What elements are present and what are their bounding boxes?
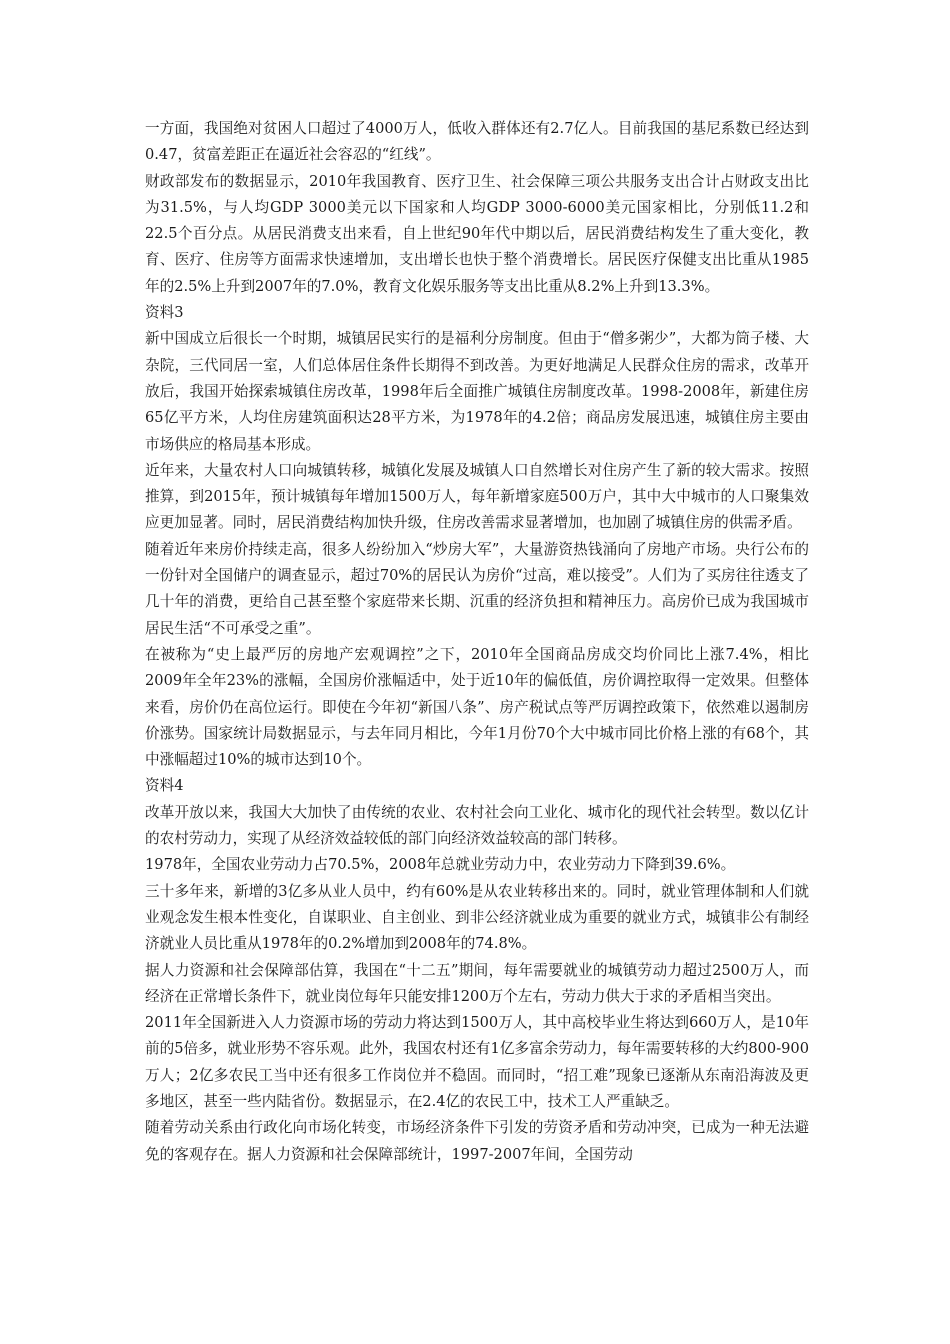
paragraph-macro-control: 在被称为“史上最严厉的房地产宏观调控”之下，2010年全国商品房成交均价同比上涨7.4%，相比2009年全年23%的涨幅，全国房价涨幅适中，处于近10年的偏低值，房价调控取得一定效果。但整体来看，房价仍在高位运行。即使在今年初“新国八条”、房产税试点等严厉调控政策下，依然难以遏制房价涨势。国家统计局数据显示，与去年同月相比，今年1月份70个大中城市同比价格上涨的有68个，其中涨幅超过10%的城市达到10个。 — [145, 645, 810, 769]
section-heading-material-4: 资料4 — [145, 777, 184, 795]
document-page — [145, 116, 809, 1168]
paragraph-social-transformation: 改革开放以来，我国大大加快了由传统的农业、农村社会向工业化、城市化的现代社会转型。数以亿计的农村劳动力，实现了从经济效益较低的部门向经济效益较高的部门转移。 — [145, 803, 809, 848]
paragraph-urbanization-demand: 近年来，大量农村人口向城镇转移，城镇化发展及城镇人口自然增长对住房产生了新的较大需求。按照推算，到2015年，预计城镇每年增加1500万人，每年新增家庭500万户，其中大中城市的人口聚集效应更加显著。同时，居民消费结构加快升级，住房改善需求显著增加，也加剧了城镇住房的供需矛盾。 — [145, 461, 809, 532]
paragraph-poverty: 一方面，我国绝对贫困人口超过了4000万人，低收入群体还有2.7亿人。目前我国的基尼系数已经达到0.47，贫富差距正在逼近社会容忍的“红线”。 — [145, 120, 809, 164]
paragraph-job-market-2011: 2011年全国新进入人力资源市场的劳动力将达到1500万人，其中高校毕业生将达到660万人，是10年前的5倍多，就业形势不容乐观。此外，我国农村还有1亿多富余劳动力，每年需要转移的大约800-900万人；2亿多农民工当中还有很多工作岗位并不稳固。而同时，“招工难”现象已逐渐从东南沿海波及更多地区，甚至一些内陆省份。数据显示，在2.4亿的农民工中，技术工人严重缺乏。 — [145, 1014, 809, 1110]
paragraph-employment-change: 三十多年来，新增的3亿多从业人员中，约有60%是从农业转移出来的。同时，就业管理体制和人们就业观念发生根本性变化，自谋职业、自主创业、到非公经济就业成为重要的就业方式，城镇非公有制经济就业人员比重从1978年的0.2%增加到2008年的74.8%。 — [145, 882, 809, 953]
paragraph-housing-reform: 新中国成立后很长一个时期，城镇居民实行的是福利分房制度。但由于“僧多粥少”，大都为筒子楼、大杂院，三代同居一室，人们总体居住条件长期得不到改善。为更好地满足人民群众住房的需求，改革开放后，我国开始探索城镇住房改革，1998年后全面推广城镇住房制度改革。1998-2008年，新建住房65亿平方米，人均住房建筑面积达28平方米，为1978年的4.2倍；商品房发展迅速，城镇住房主要由市场供应的格局基本形成。 — [145, 330, 809, 453]
section-heading-material-3: 资料3 — [145, 304, 184, 322]
paragraph-housing-prices: 随着近年来房价持续走高，很多人纷纷加入“炒房大军”，大量游资热钱涌向了房地产市场。央行公布的一份针对全国储户的调查显示，超过70%的居民认为房价“过高，难以接受”。人们为了买房往往透支了几十年的消费，更给自己甚至整个家庭带来长期、沉重的经济负担和精神压力。高房价已成为我国城市居民生活“不可承受之重”。 — [145, 540, 809, 637]
paragraph-public-spending: 财政部发布的数据显示，2010年我国教育、医疗卫生、社会保障三项公共服务支出合计占财政支出比为31.5%，与人均GDP 3000美元以下国家和人均GDP 3000-6000美元国家相比，分别低11.2和22.5个百分点。从居民消费支出来看，自上世纪90年代中期以后，居民消费结构发生了重大变化，教育、医疗、住房等方面需求快速增加，支出增长也快于整个消费增长。居民医疗保健支出比重从1985年的2.5%上升到2007年的7.0%，教育文化娱乐服务等支出比重从8.2%上升到13.3%。 — [145, 172, 809, 295]
paragraph-labor-relations: 随着劳动关系由行政化向市场化转变，市场经济条件下引发的劳资矛盾和劳动冲突，已成为一种无法避免的客观存在。据人力资源和社会保障部统计，1997-2007年间，全国劳动 — [145, 1119, 809, 1163]
paragraph-agricultural-labor: 1978年，全国农业劳动力占70.5%，2008年总就业劳动力中，农业劳动力下降到39.6%。 — [145, 856, 736, 874]
paragraph-labor-supply: 据人力资源和社会保障部估算，我国在“十二五”期间，每年需要就业的城镇劳动力超过2500万人，而经济在正常增长条件下，就业岗位每年只能安排1200万个左右，劳动力供大于求的矛盾相当突出。 — [145, 961, 809, 1005]
